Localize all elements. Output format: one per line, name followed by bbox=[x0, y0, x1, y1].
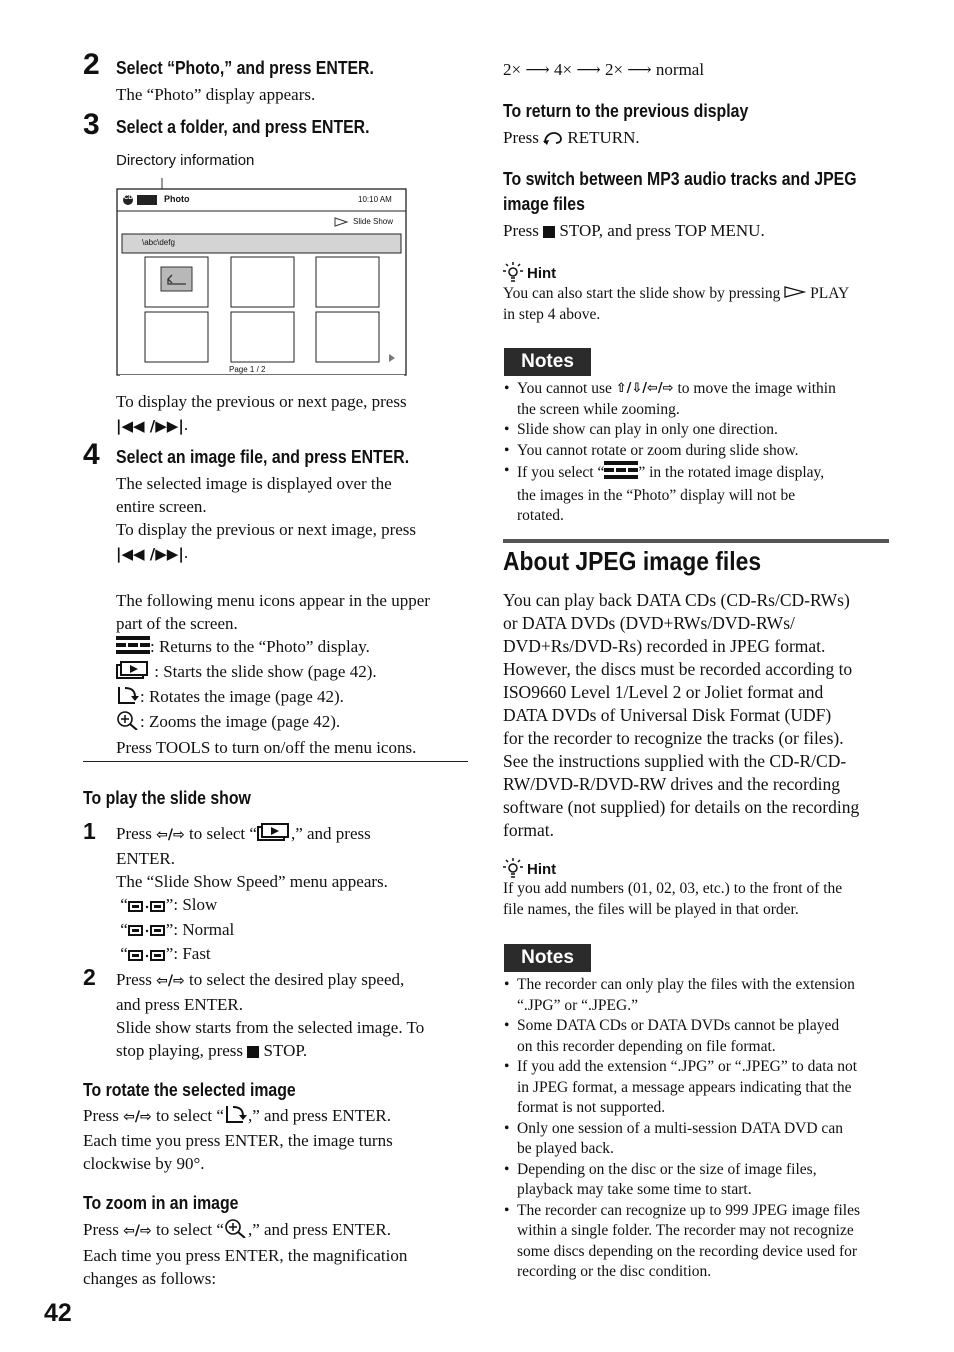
rotate-icon bbox=[224, 1105, 248, 1129]
notes-list-1 bbox=[504, 379, 894, 527]
hint-2-body: If you add numbers (01, 02, 03, etc.) to the front of the file names, the files will be played in that order. bbox=[503, 880, 843, 918]
step-2-number: 2 bbox=[83, 48, 100, 81]
step-4-body: The selected image is displayed over the entire screen. To display the previous or next image, press |◀◀ /▶▶|. The following menu icons appear in the upper part of the screen. : Returns to the “Photo” display. : Starts the slide show (page 42). : Rotates the image (page 42). : Zooms the image (page 42). Press TOOLS to turn on/off the menu icons. bbox=[116, 474, 430, 757]
switch-heading-line-1: To switch between MP3 audio tracks and JPEG bbox=[503, 169, 857, 189]
notes-list-2 bbox=[504, 975, 894, 1283]
step-2-text: The “Photo” display appears. bbox=[116, 85, 316, 104]
zoom-heading: To zoom in an image bbox=[83, 1193, 239, 1213]
prev-next-icon: |◀◀ /▶▶| bbox=[116, 416, 184, 435]
slideshow-step-1-body: Press ⇦/⇨ to select “ ,” and press ENTER. The “Slide Show Speed” menu appears. “ ”: Slow “ ”: Normal “ ”: Fast bbox=[116, 822, 471, 967]
step-2-title: Select “Photo,” and press ENTER. bbox=[116, 58, 374, 78]
list-item: • You cannot use ⇧/⇩/⇦/⇨ to move the image within the screen while zooming. bbox=[504, 379, 894, 420]
screen-slideshow-label: Slide Show bbox=[353, 217, 394, 226]
return-body: Press RETURN. bbox=[503, 126, 640, 151]
step-4-title: Select an image file, and press ENTER. bbox=[116, 447, 410, 467]
zoom-sequence: 2× ⟶ 4× ⟶ 2× ⟶ normal bbox=[503, 60, 705, 79]
screen-title: Photo bbox=[164, 194, 190, 204]
arrow-right-icon: ⟶ bbox=[576, 60, 601, 79]
play-icon bbox=[784, 284, 806, 305]
list-item: • If you add the extension “.JPG” or “.JPEG” to data not in JPEG format, a message appears indicating that the format is not supported. bbox=[504, 1057, 894, 1119]
list-item: • Some DATA CDs or DATA DVDs cannot be played on this recorder depending on file format. bbox=[504, 1016, 894, 1057]
switch-heading-line-2: image files bbox=[503, 194, 585, 214]
directory-information-label: Directory information bbox=[116, 152, 255, 169]
speed-fast-icon bbox=[128, 944, 166, 967]
hint-1-body: You can also start the slide show by pressing PLAY in step 4 above. bbox=[503, 285, 850, 323]
notes-badge-1: Notes bbox=[504, 348, 591, 376]
cd-badge: CD bbox=[124, 195, 133, 201]
photo-display-icon bbox=[116, 636, 150, 660]
left-right-arrow-icon: ⇦/⇨ bbox=[156, 826, 185, 843]
zoom-body: Press ⇦/⇨ to select “ ,” and press ENTER. Each time you press ENTER, the magnification changes as follows: bbox=[83, 1220, 408, 1289]
hint-2-label: Hint bbox=[527, 861, 557, 879]
zoom-icon bbox=[224, 1218, 248, 1244]
stop-icon bbox=[247, 1046, 259, 1058]
slideshow-step-2-body: Press ⇦/⇨ to select the desired play speed, and press ENTER. Slide show starts from the selected image. To stop playing, press STOP. bbox=[116, 970, 425, 1060]
section-divider bbox=[83, 761, 468, 762]
slideshow-step-2-number: 2 bbox=[83, 964, 96, 990]
rotate-body: Press ⇦/⇨ to select “ ,” and press ENTER. Each time you press ENTER, the image turns clockwise by 90°. bbox=[83, 1106, 393, 1174]
speed-slow-icon bbox=[128, 895, 166, 918]
return-icon bbox=[543, 128, 563, 151]
speed-normal-icon bbox=[128, 919, 166, 942]
section-rule bbox=[503, 539, 889, 543]
photo-display-icon bbox=[604, 461, 638, 486]
slideshow-heading: To play the slide show bbox=[83, 788, 251, 808]
step-4-number: 4 bbox=[83, 438, 100, 471]
list-item: • Slide show can play in only one direction. bbox=[504, 420, 894, 441]
list-item: • You cannot rotate or zoom during slide show. bbox=[504, 441, 894, 462]
arrow-right-icon: ⟶ bbox=[627, 60, 652, 79]
return-heading: To return to the previous display bbox=[503, 101, 749, 121]
stop-icon bbox=[543, 226, 555, 238]
screen-page-indicator: Page 1 / 2 bbox=[229, 365, 266, 374]
notes-badge-2: Notes bbox=[504, 944, 591, 972]
list-item: • The recorder can only play the files with the extension “.JPG” or “.JPEG.” bbox=[504, 975, 894, 1016]
list-item: • Only one session of a multi-session DATA DVD can be played back. bbox=[504, 1119, 894, 1160]
screen-time: 10:10 AM bbox=[358, 195, 392, 204]
screen-path: \abc\defg bbox=[142, 238, 175, 247]
list-item: • Depending on the disc or the size of image files, playback may take some time to start. bbox=[504, 1160, 894, 1201]
step-3-number: 3 bbox=[83, 108, 100, 141]
slideshow-icon bbox=[257, 823, 291, 847]
zoom-icon bbox=[116, 710, 140, 736]
left-right-arrow-icon: ⇦/⇨ bbox=[123, 1222, 152, 1239]
prev-next-icon: |◀◀ /▶▶| bbox=[116, 544, 184, 563]
slideshow-icon bbox=[116, 661, 150, 685]
rotate-heading: To rotate the selected image bbox=[83, 1080, 296, 1100]
rotate-icon bbox=[116, 686, 140, 710]
left-right-arrow-icon: ⇦/⇨ bbox=[156, 972, 185, 989]
photo-screen-illustration bbox=[116, 178, 408, 378]
left-right-arrow-icon: ⇦/⇨ bbox=[123, 1108, 152, 1125]
about-jpeg-body: You can play back DATA CDs (CD-Rs/CD-RWs) or DATA DVDs (DVD+RWs/DVD-RWs/ DVD+Rs/DVD-Rs) recorded in JPEG format. However, the discs must be recorded according to ISO9660 Level 1/Level 2 or Joliet format and DATA DVDs of Universal Disk Format (UDF) for the recorder to recognize the tracks (or files). See the instructions supplied with the CD-R/CD- RW/DVD-R/DVD-RW drives and the recording software (not supplied) for details on the recording format. bbox=[503, 590, 860, 840]
arrow-right-icon: ⟶ bbox=[525, 60, 550, 79]
hint-1-label: Hint bbox=[527, 265, 557, 283]
switch-body: Press STOP, and press TOP MENU. bbox=[503, 221, 765, 240]
slideshow-step-1-number: 1 bbox=[83, 818, 96, 844]
step-3-title: Select a folder, and press ENTER. bbox=[116, 117, 370, 137]
page-number: 42 bbox=[44, 1299, 72, 1327]
prev-next-page-text: To display the previous or next page, press |◀◀ /▶▶|. bbox=[116, 390, 466, 438]
list-item: • If you select “ ” in the rotated image display, the images in the “Photo” display will not be rotated. bbox=[504, 461, 894, 527]
direction-arrows-icon: ⇧/⇩/⇦/⇨ bbox=[615, 381, 674, 397]
list-item: • The recorder can recognize up to 999 JPEG image files within a single folder. The recorder may not recognize some discs depending on the recording device used for recording or the disc condition. bbox=[504, 1201, 894, 1283]
about-jpeg-title: About JPEG image files bbox=[503, 546, 762, 576]
